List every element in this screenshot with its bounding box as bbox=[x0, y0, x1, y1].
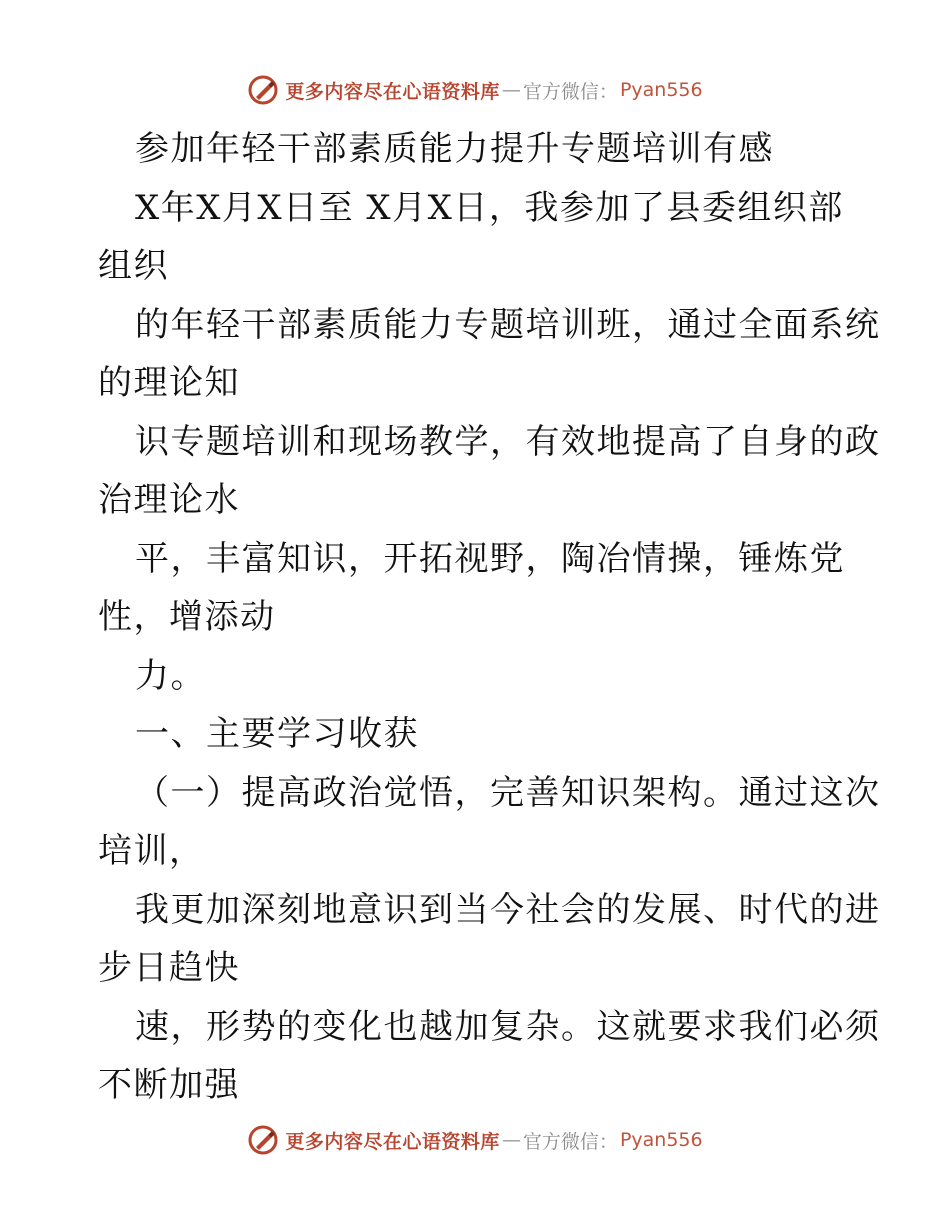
watermark-wechat-label: 官方微信： bbox=[522, 80, 618, 103]
footer-watermark bbox=[0, 1120, 950, 1160]
paragraph-line: 组织 bbox=[98, 246, 169, 286]
paragraph-line: 培训， bbox=[98, 831, 205, 871]
paragraph-line: 的理论知 bbox=[98, 363, 240, 403]
watermark-main-text: 更多内容尽在心语资料库 bbox=[285, 80, 500, 103]
paragraph-line: 性，增添动 bbox=[98, 597, 276, 637]
paragraph-line: 平，丰富知识，开拓视野，陶冶情操，锤炼党 bbox=[135, 538, 845, 579]
paragraph-line: 不断加强 bbox=[98, 1065, 240, 1105]
paragraph-line: （一）提高政治觉悟，完善知识架构。通过这次 bbox=[135, 772, 881, 813]
paragraph-line: 力。 bbox=[135, 655, 206, 696]
watermark-main-text: 更多内容尽在心语资料库 bbox=[285, 1130, 500, 1153]
paragraph-line: 一、主要学习收获 bbox=[135, 714, 419, 754]
watermark-wechat-label: 官方微信： bbox=[522, 1130, 618, 1153]
watermark-dash: — bbox=[501, 79, 521, 101]
paragraph-line: 治理论水 bbox=[98, 480, 240, 520]
watermark-wechat-id: Pyan556 bbox=[619, 79, 703, 101]
paragraph-line: 识专题培训和现场教学，有效地提高了自身的政 bbox=[135, 421, 881, 462]
watermark-wechat-id: Pyan556 bbox=[619, 1129, 703, 1151]
paragraph-line: 的年轻干部素质能力专题培训班，通过全面系统 bbox=[135, 304, 881, 345]
paragraph-line: 我更加深刻地意识到当今社会的发展、时代的进 bbox=[135, 889, 881, 930]
document-title: 参加年轻干部素质能力提升专题培训有感 bbox=[135, 129, 774, 169]
paragraph-line: 速，形势的变化也越加复杂。这就要求我们必须 bbox=[135, 1006, 881, 1047]
watermark-dash: — bbox=[501, 1129, 521, 1151]
paragraph-line: X年X月X日至 X月X日，我参加了县委组织部 bbox=[135, 187, 844, 228]
pen-logo-icon bbox=[247, 74, 279, 106]
pen-logo-icon bbox=[247, 1124, 279, 1156]
header-watermark bbox=[0, 70, 950, 110]
paragraph-line: 步日趋快 bbox=[98, 948, 240, 988]
